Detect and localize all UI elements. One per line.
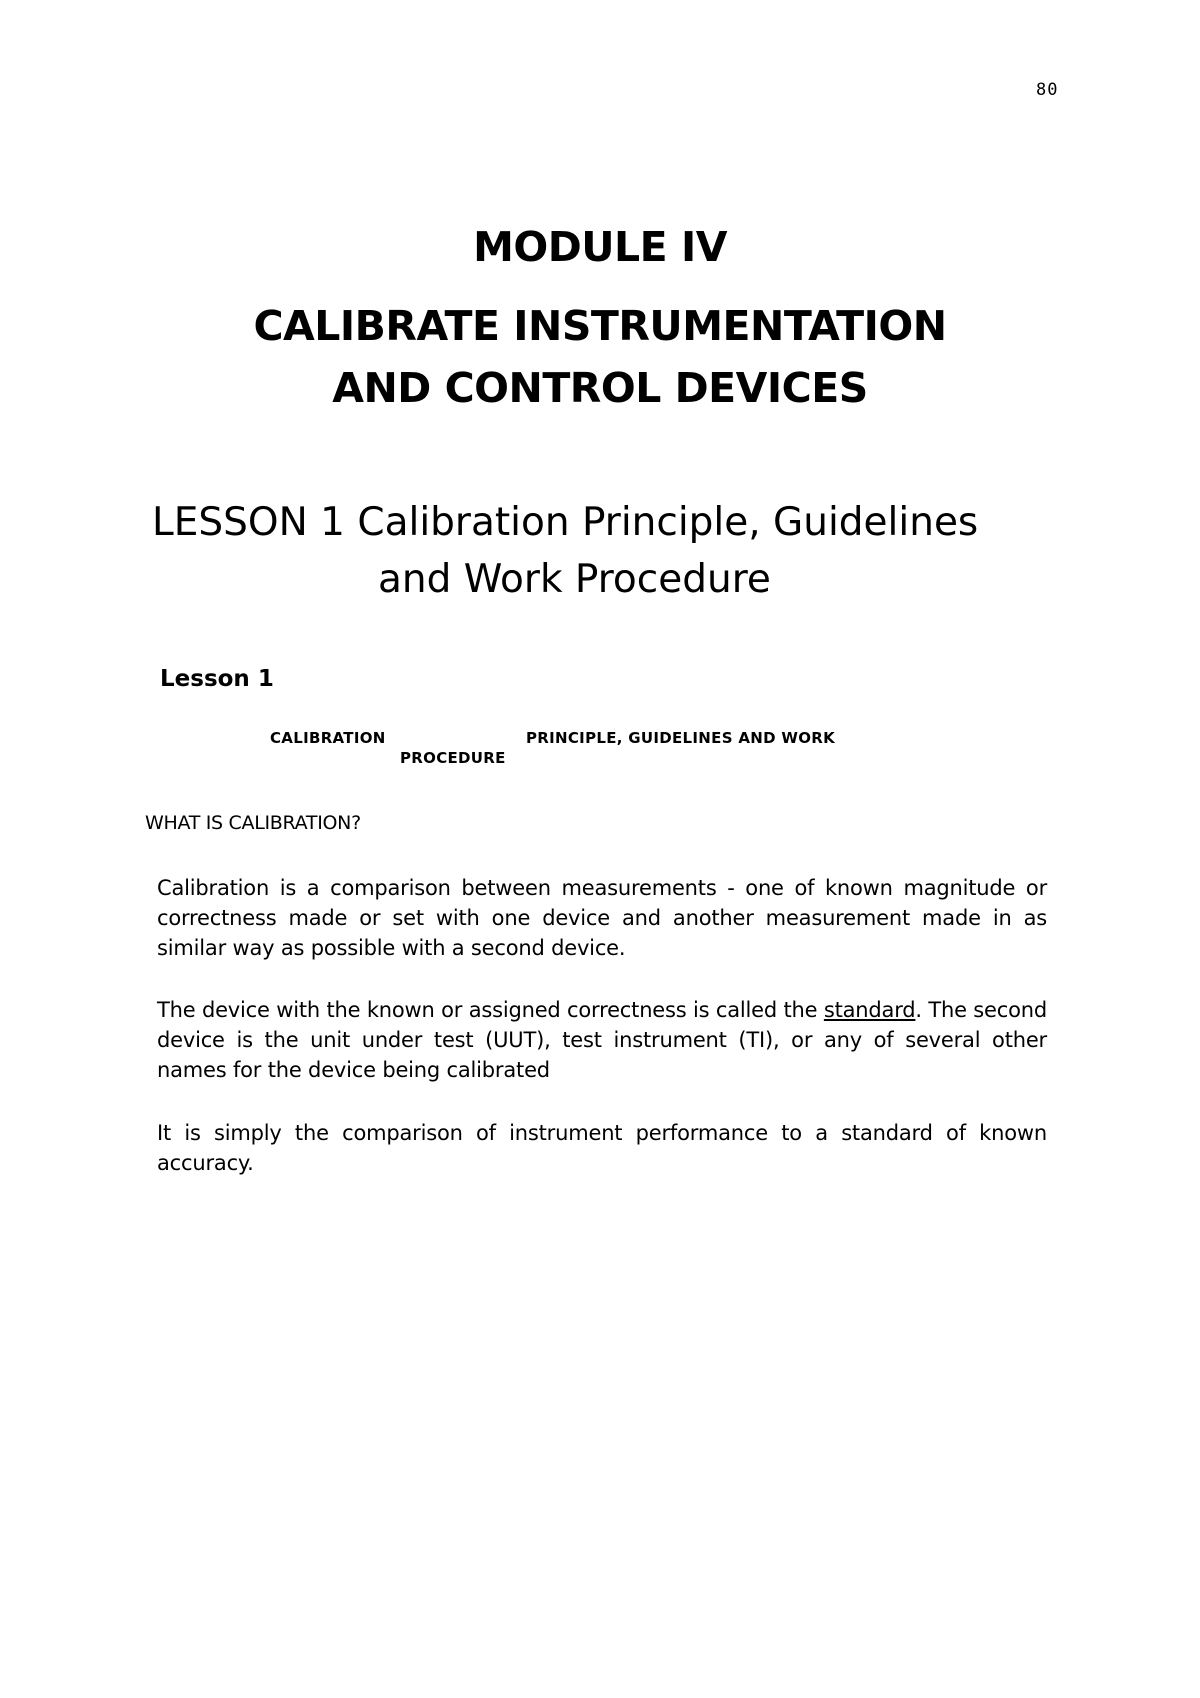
subheading-part-procedure: PROCEDURE [400,749,506,767]
paragraph-summary: It is simply the comparison of instrument performance to a standard of known accuracy. [157,1121,1047,1175]
subheading-part-calibration: CALIBRATION [270,729,386,747]
lesson-heading-line-2: and Work Procedure [378,557,771,602]
module-title: MODULE IV [473,223,727,271]
lesson-label: Lesson 1 [160,666,274,692]
paragraph-standard-text-after: . The second device is the unit under test (UUT), test instrument (TI), or any of several other names for the device being calibrated [157,998,1048,1082]
paragraph-definition: Calibration is a comparison between measurements - one of known magnitude or correctness made or set with one device and another measurement made in as similar way as possible with a second device. [157,876,1047,960]
section-heading-what-is-calibration: WHAT IS CALIBRATION? [145,812,361,834]
page-number: 80 [1036,80,1059,100]
paragraph-standard [157,995,1047,1085]
paragraph-standard-text-before: The device with the known or assigned correctness is called the [157,998,824,1022]
lesson-heading-line-1: LESSON 1 Calibration Principle, Guidelines [152,500,979,545]
module-subtitle-line-1: CALIBRATE INSTRUMENTATION [253,302,947,350]
subheading-part-principle: PRINCIPLE, GUIDELINES AND WORK [526,729,836,747]
term-standard: standard [823,998,916,1022]
module-subtitle-line-2: AND CONTROL DEVICES [332,364,868,412]
